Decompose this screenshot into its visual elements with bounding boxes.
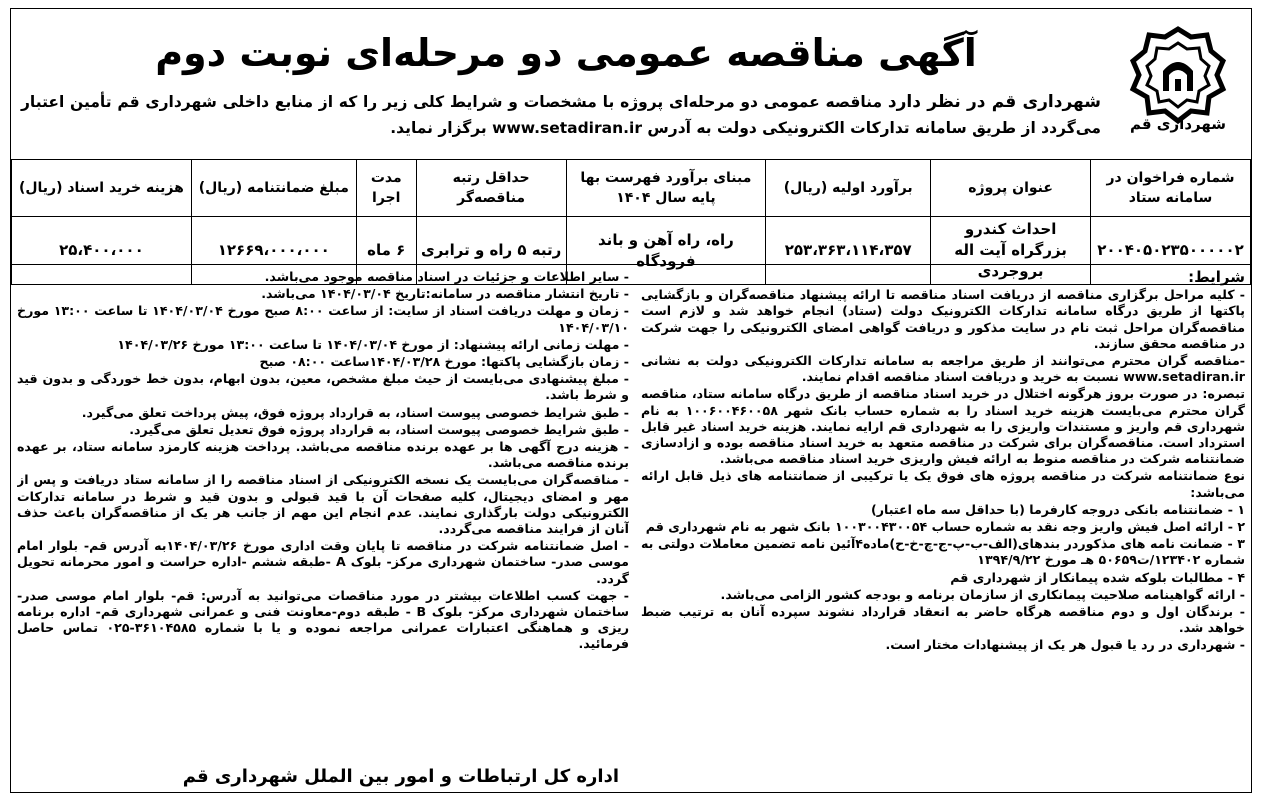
intro-lead: شهرداری قم در نظر دارد (887, 92, 1101, 112)
header-project-title: عنوان پروژه (931, 160, 1091, 217)
intro-url[interactable]: www.setadiran.ir (492, 119, 642, 137)
cell-project-title: احداث کندرو بزرگراه آیت اله بروجردی (931, 217, 1091, 285)
logo-text: شهرداری قم (1129, 115, 1227, 133)
cell-guarantee-amount: ۱۲۶۶۹،۰۰۰،۰۰۰ (191, 217, 356, 285)
header-document-cost: هزینه خرید اسناد (ریال) (12, 160, 192, 217)
condition-item: - طبق شرایط خصوصی پیوست اسناد، به قرارداد پروژه فوق، پیش پرداخت تعلق می‌گیرد. (81, 404, 629, 420)
condition-item: - جهت کسب اطلاعات بیشتر در مورد مناقصات می‌توانید به آدرس: قم- بلوار امام موسی صدر- ساختمان شهرداری مرکز- بلوک B - طبقه دوم-معاونت فنی و عمرانی شهرداری قم- اداره برنامه ریزی و هماهنگی اعتبارات عمرانی مراجعه نموده و یا با شماره ۳۶۱۰۴۵۸۵-۰۲۵ تماس حاصل فرمائید. (17, 587, 629, 652)
header-min-grade: حداقل رتبه مناقصه‌گر (416, 160, 566, 217)
issuer-signature: اداره کل ارتباطات و امور بین الملل شهرداری قم (182, 766, 619, 787)
condition-item: - اصل ضمانتنامه شرکت در مناقصه تا پایان وقت اداری مورخ ۱۴۰۴/۰۳/۲۶به آدرس قم- بلوار امام موسی صدر- ساختمان شهرداری مرکز- بلوک A -طبقه ششم -اداره حراست و امور محرمانه تحویل گردد. (17, 538, 629, 586)
condition-item: - کلیه مراحل برگزاری مناقصه از دریافت اسناد مناقصه تا ارائه پیشنهاد مناقصه‌گران و بازگشایی پاکتها از طریق درگاه سامانه تدارکات الکترونیک دولت (ستاد) انجام خواهد شد و لازم است مناقصه‌گران مراحل ثبت نام در سایت مذکور و دریافت گواهی امضای الکترونیکی را جهت شرکت در مناقصه محقق سازند. (641, 287, 1245, 351)
notice-intro (21, 89, 1101, 141)
cell-initial-estimate: ۲۵۳،۳۶۳،۱۱۴،۳۵۷ (766, 217, 931, 285)
condition-item: - زمان و مهلت دریافت اسناد از سایت: از ساعت ۸:۰۰ صبح مورخ ۱۴۰۴/۰۳/۰۴ تا ساعت ۱۳:۰۰ مورخ ۱۴۰۴/۰۳/۱۰ (17, 303, 629, 335)
conditions-section (11, 264, 1251, 793)
cell-call-number: ۲۰۰۴۰۵۰۲۳۵۰۰۰۰۰۲ (1091, 217, 1251, 285)
condition-item: - هزینه درج آگهی ها بر عهده برنده مناقصه می‌باشد. پرداخت هزینه کارمزد سامانه ستاد، بر عهده برنده مناقصه می‌باشد. (17, 439, 629, 471)
header-estimate-basis: مبنای برآورد فهرست بها پایه سال ۱۴۰۴ (566, 160, 766, 217)
condition-item: ۴ - مطالبات بلوکه شده پیمانکار از شهرداری قم (950, 569, 1245, 585)
conditions-right-column (641, 269, 1245, 789)
intro-end: برگزار نماید. (390, 119, 493, 137)
cell-duration: ۶ ماه (356, 217, 416, 285)
header-guarantee-amount: مبلغ ضمانتنامه (ریال) (191, 160, 356, 217)
condition-item: - زمان بازگشایی پاکتها: مورخ ۱۴۰۴/۰۳/۲۸ساعت ۰۸:۰۰ صبح (259, 354, 629, 370)
municipality-logo (1119, 25, 1237, 133)
condition-item: تبصره: در صورت بروز هرگونه اختلال در خرید اسناد مناقصه از طریق درگاه سامانه ستاد، مناقصه گران محترم می‌بایست هزینه خرید اسناد را به شماره حساب بانک شهر ۱۰۰۶۰۰۴۶۰۰۵۸ به نام شهرداری قم واریز و مستندات واریزی را به شهرداری قم ارایه نمایند. هزینه خرید اسناد غیر قابل استرداد است. مناقصه‌گران برای شرکت در مناقصه متعهد به خرید اسناد مناقصه بوده و ازادسازی ضمانتنامه شرکت در مناقصه منوط به ارائه فیش واریزی خرید اسناد مناقصه می‌باشد. (641, 386, 1245, 467)
condition-item: ۳ - ضمانت نامه های مذکوردر بندهای(الف-ب-پ-ج-چ-خ-ح)ماده۴آئین نامه تضمین معاملات دولتی به شماره ۱۲۳۴۰۲/ت۵۰۶۵۹ هـ مورخ ۱۳۹۴/۹/۲۲ (641, 536, 1245, 568)
conditions-heading: شرایط: (1188, 269, 1245, 286)
intro-text: مناقصه عمومی دو مرحله‌ای پروژه با مشخصات و شرایط کلی زیر را که از منابع داخلی شهرداری قم تأمین اعتبار می‌گردد از طریق سامانه تدارکات الکترونیکی دولت به آدرس (21, 93, 1101, 137)
condition-item: ۲ - ارائه اصل فیش واریز وجه نقد به شماره حساب ۱۰۰۳۰۰۴۳۰۰۵۴ بانک شهر به نام شهرداری قم (645, 519, 1245, 535)
cell-document-cost: ۲۵،۴۰۰،۰۰۰ (12, 217, 192, 285)
table-header-row (12, 160, 1251, 217)
header-duration: مدت اجرا (356, 160, 416, 217)
condition-item: -مناقصه گران محترم می‌توانند از طریق مراجعه به سامانه تدارکات الکترونیکی دولت به نشانی www.setadiran.ir نسبت به خرید و دریافت اسناد مناقصه اقدام نمایند. (641, 353, 1245, 385)
qom-emblem-icon (1119, 25, 1237, 133)
condition-item: - مهلت زمانی ارائه پیشنهاد: از مورخ ۱۴۰۴/۰۳/۰۴ تا ساعت ۱۳:۰۰ مورخ ۱۴۰۴/۰۳/۲۶ (117, 336, 629, 352)
condition-item: نوع ضمانتنامه شرکت در مناقصه پروژه های فوق یک یا ترکیبی از ضمانتنامه های ذیل قابل ارائه می‌باشد: (641, 468, 1245, 500)
header-call-number: شماره فراخوان در سامانه ستاد (1091, 160, 1251, 217)
condition-item: - طبق شرایط خصوصی پیوست اسناد، به قرارداد پروژه فوق تعدیل تعلق می‌گیرد. (129, 421, 629, 437)
condition-item: - شهرداری در رد یا قبول هر یک از پیشنهادات مختار است. (885, 637, 1245, 653)
condition-item: - سایر اطلاعات و جزئیات در اسناد مناقصه موجود می‌باشد. (264, 269, 629, 284)
condition-item: - ارائه گواهینامه صلاحیت پیمانکاری از سازمان برنامه و بودجه کشور الزامی می‌باشد. (720, 586, 1245, 602)
condition-item: - برندگان اول و دوم مناقصه هرگاه حاضر به انعقاد قرارداد نشوند سپرده آنان به ترتیب ضبط خواهد شد. (641, 604, 1245, 636)
condition-item: - مبلغ پیشنهادی می‌بایست از حیث مبلغ مشخص، معین، بدون ابهام، بدون خط خوردگی و بدون قید و شرط باشد. (17, 371, 629, 403)
header-initial-estimate: برآورد اولیه (ریال) (766, 160, 931, 217)
condition-item: - مناقصه‌گران می‌بایست یک نسخه الکترونیکی از اسناد مناقصه را از سامانه ستاد دریافت و پس از مهر و امضای دیجیتال، کلیه صفحات آن با قید قبولی و بدون قید و شرط در سامانه تدارکات الکترونیکی دولت بارگذاری نمایند. عدم انجام این مهم از جانب هر یک از مناقصه‌گران باعث حذف آنان از فرایند مناقصه می‌گردد. (17, 472, 629, 537)
condition-item: ۱ - ضمانتنامه بانکی دروجه کارفرما (با حداقل سه ماه اعتبار) (871, 501, 1245, 517)
cell-estimate-basis: راه، راه آهن و باند فرودگاه (566, 217, 766, 285)
condition-item: - تاریخ انتشار مناقصه در سامانه:تاریخ ۱۴۰۴/۰۳/۰۴ می‌باشد. (261, 286, 629, 302)
conditions-left-column (17, 269, 629, 789)
cell-min-grade: رتبه ۵ راه و ترابری (416, 217, 566, 285)
tender-notice (10, 8, 1252, 793)
notice-title: آگهی مناقصه عمومی دو مرحله‌ای نوبت دوم (155, 31, 977, 75)
